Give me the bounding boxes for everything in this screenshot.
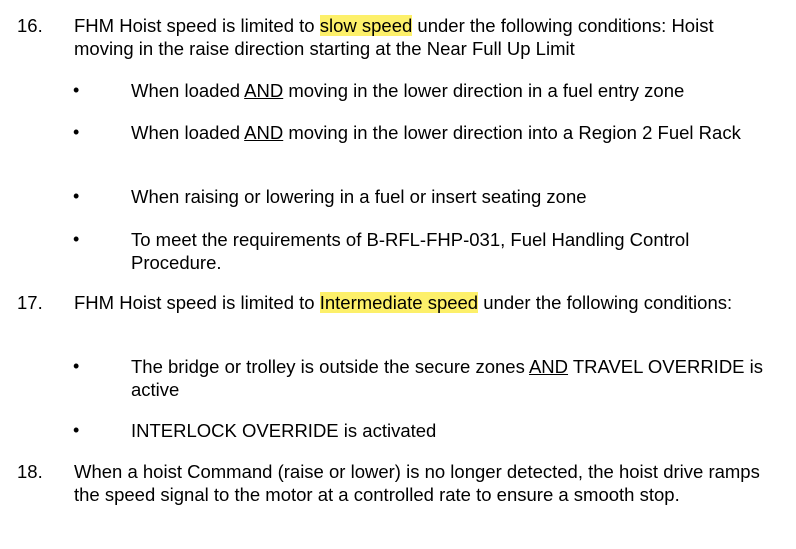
text-segment: FHM Hoist speed is limited to xyxy=(74,15,320,36)
bullet-icon: • xyxy=(73,186,80,206)
bullet-text xyxy=(131,355,771,401)
bullet-icon: • xyxy=(73,229,80,249)
highlighted-text: slow speed xyxy=(319,15,413,36)
bullet-icon: • xyxy=(73,80,80,100)
bullet-icon: • xyxy=(73,420,80,440)
text-segment: moving in the lower direction in a fuel entry zone xyxy=(283,80,685,101)
bullet-text: INTERLOCK OVERRIDE is activated xyxy=(131,420,437,441)
bullet-icon: • xyxy=(73,356,80,376)
text-segment: When loaded xyxy=(131,122,245,143)
underlined-text: AND xyxy=(244,122,284,143)
text-segment: FHM Hoist speed is limited to xyxy=(74,292,320,313)
item-number: 16. xyxy=(17,15,43,36)
text-segment: When loaded xyxy=(131,80,245,101)
item-number: 18. xyxy=(17,461,43,482)
bullet-text xyxy=(131,121,771,144)
underlined-text: AND xyxy=(244,80,284,101)
underlined-text: AND xyxy=(528,356,569,377)
bullet-text xyxy=(131,79,771,102)
text-segment: The bridge or trolley is outside the secure zones xyxy=(131,356,529,377)
item-text xyxy=(74,291,774,314)
text-segment: TRAVEL OVERRIDE is active xyxy=(131,356,764,400)
text-segment: moving in the lower direction into a Region 2 Fuel Rack xyxy=(283,122,741,143)
bullet-icon: • xyxy=(73,122,80,142)
text-segment: under the following conditions: Hoist moving in the raise direction starting at the Near Full Up Limit xyxy=(74,15,714,59)
bullet-text: When raising or lowering in a fuel or insert seating zone xyxy=(131,186,587,207)
highlighted-text: Intermediate speed xyxy=(319,292,479,313)
text-segment: under the following conditions: xyxy=(478,292,733,313)
item-text: When a hoist Command (raise or lower) is no longer detected, the hoist drive ramps the speed signal to the motor at a controlled rate to ensure a smooth stop. xyxy=(74,461,760,505)
bullet-text: To meet the requirements of B-RFL-FHP-031, Fuel Handling Control Procedure. xyxy=(131,229,690,273)
item-number: 17. xyxy=(17,292,43,313)
item-text xyxy=(74,14,774,60)
